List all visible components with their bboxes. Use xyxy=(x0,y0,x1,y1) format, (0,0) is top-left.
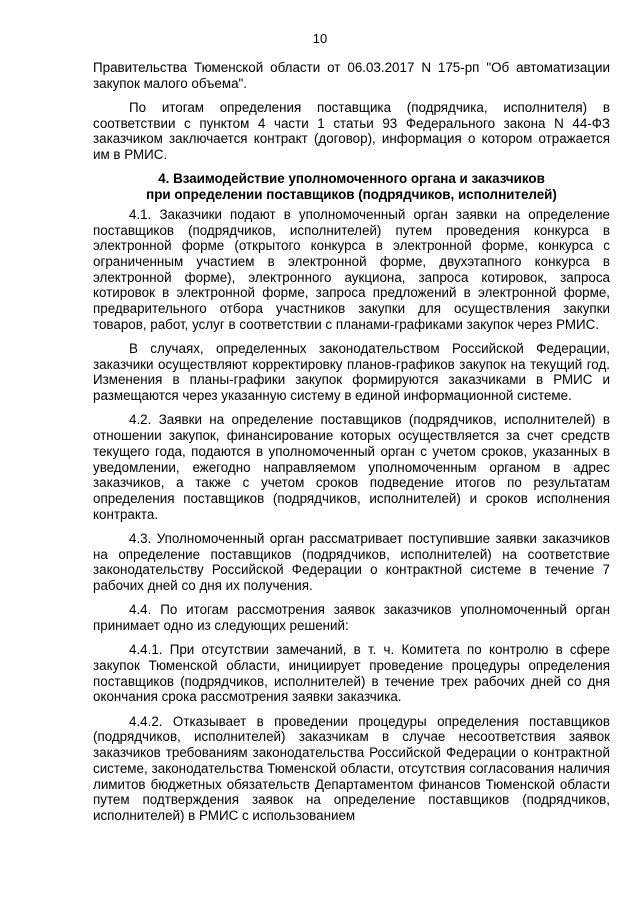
paragraph-4-1: 4.1. Заказчики подают в уполномоченный орган заявки на определение поставщиков (подрядчиков, исполнителей) путем проведения конкурса в электронной форме (открытого конкурса в электронной форме, конкурса с ограниченным участием в электронной форме, двухэтапного конкурса в электронной форме), электронного аукциона, запроса котировок, запроса котировок в электронной форме, запроса предложений в электронной форме, предварительного отбора участников закупки для осуществления закупки товаров, работ, услуг в соответствии с планами-графиками закупок через РМИС. xyxy=(93,206,610,332)
section-heading-line-1: 4. Взаимодействие уполномоченного органа и заказчиков xyxy=(158,171,545,187)
section-heading-line-2: при определении поставщиков (подрядчиков, исполнителей) xyxy=(146,187,557,203)
paragraph-continuation: Правительства Тюменской области от 06.03.2017 N 175-рп "Об автоматизации закупок малого объема". xyxy=(93,60,610,91)
paragraph-plan-adjustment: В случаях, определенных законодательством Российской Федерации, заказчики осуществляют корректировку планов-графиков закупок на текущий год. Изменения в планы-графики закупок формируются заказчиками в РМИС и размещаются через указанную систему в единой информационной системе. xyxy=(93,341,610,404)
paragraph-4-2: 4.2. Заявки на определение поставщиков (подрядчиков, исполнителей) в отношении закупок, финансирование которых осуществляется за счет средств текущего года, подаются в уполномоченный орган с учетом сроков, указанных в уведомлении, ежегодно направляемом уполномоченным органом в адрес заказчиков, а также с учетом сроков подведение итогов по результатам определения поставщиков (подрядчиков, исполнителей) и сроков исполнения контракта. xyxy=(93,412,610,522)
paragraph-4-4-1: 4.4.1. При отсутствии замечаний, в т. ч. Комитета по контролю в сфере закупок Тюменской области, инициирует проведение процедуры определения поставщиков (подрядчиков, исполнителей) в течение трех рабочих дней со дня окончания срока рассмотрения заявки заказчика. xyxy=(93,642,610,705)
section-heading xyxy=(93,171,610,202)
document-body xyxy=(93,60,610,832)
paragraph-4-3: 4.3. Уполномоченный орган рассматривает поступившие заявки заказчиков на определение поставщиков (подрядчиков, исполнителей) на соответствие законодательству Российской Федерации о контрактной системе в течение 7 рабочих дней со дня их получения. xyxy=(93,530,610,594)
page-number: 10 xyxy=(312,31,328,46)
paragraph-4-4: 4.4. По итогам рассмотрения заявок заказчиков уполномоченный орган принимает одно из следующих решений: xyxy=(93,602,610,634)
paragraph-4-4-2: 4.4.2. Отказывает в проведении процедуры определения поставщиков (подрядчиков, исполнителей) заказчикам в случае несоответствия заявок заказчиков требованиям законодательства Российской Федерации о контрактной системе, законодательства Тюменской области, отсутствия согласования наличия лимитов бюджетных обязательств Департаментом финансов Тюменской области путем подтверждения заявок на определение поставщиков (подрядчиков, исполнителей) в РМИС с использованием xyxy=(93,713,610,823)
paragraph-contract-info: По итогам определения поставщика (подрядчика, исполнителя) в соответствии с пунктом 4 части 1 статьи 93 Федерального закона N 44-ФЗ заказчиком заключается контракт (договор), информация о котором отражается им в РМИС. xyxy=(93,100,610,163)
